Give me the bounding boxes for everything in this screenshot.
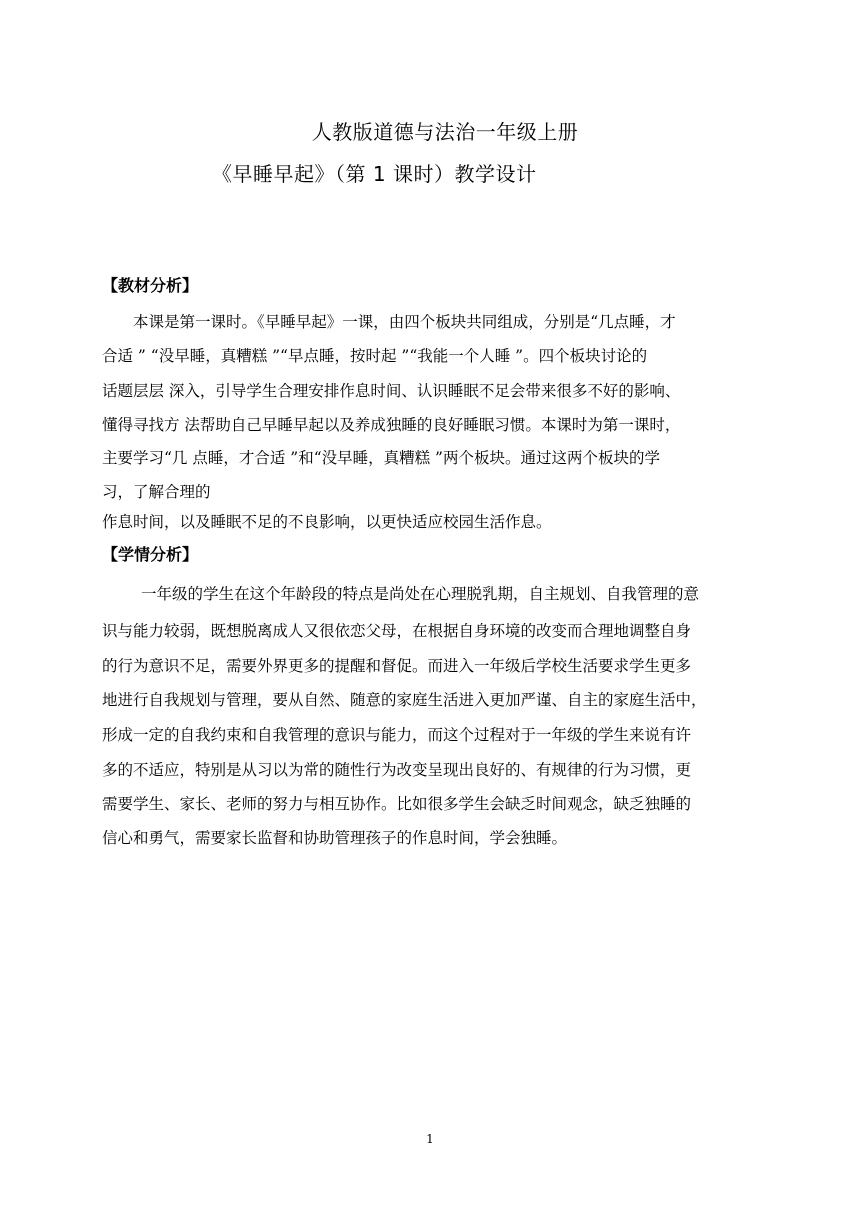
document-subtitle: 《早睡早起》（第 1 课时）教学设计 (212, 162, 537, 186)
paragraph-line: 信心和勇气，需要家长监督和协助管理孩子的作息时间，学会独睡。 (102, 829, 568, 847)
paragraph-line: 本课是第一课时。《早睡早起》一课，由四个板块共同组成，分别是“几点睡，才 (133, 313, 676, 331)
section-heading-student-analysis: 【学情分析】 (102, 545, 199, 564)
paragraph-line: 一年级的学生在这个年龄段的特点是尚处在心理脱乳期，自主规划、自我管理的意 (141, 585, 700, 603)
paragraph-line: 形成一定的自我约束和自我管理的意识与能力，而这个过程对于一年级的学生来说有许 (102, 726, 692, 744)
document-title: 人教版道德与法治一年级上册 (311, 120, 579, 144)
section-heading-textbook-analysis: 【教材分析】 (102, 276, 199, 295)
paragraph-line: 作息时间，以及睡眠不足的不良影响，以更快适应校园生活作息。 (102, 513, 552, 531)
paragraph-line: 多的不适应，特别是从习以为常的随性行为改变呈现出良好的、有规律的行为习惯，更 (102, 761, 692, 779)
paragraph-line: 需要学生、家长、老师的努力与相互协作。比如很多学生会缺乏时间观念，缺乏独睡的 (102, 795, 692, 813)
paragraph-line: 懂得寻找方 法帮助自己早睡早起以及养成独睡的良好睡眠习惯。本课时为第一课时， (102, 416, 681, 434)
paragraph-line: 识与能力较弱，既想脱离成人又很依恋父母，在根据自身环境的改变而合理地调整自身 (102, 622, 692, 640)
paragraph-line: 话题层层 深入，引导学生合理安排作息时间、认识睡眠不足会带来很多不好的影响、 (102, 382, 681, 400)
paragraph-line: 的行为意识不足，需要外界更多的提醒和督促。而进入一年级后学校生活要求学生更多 (102, 657, 692, 675)
page-number: 1 (426, 1132, 434, 1146)
paragraph-line: 地进行自我规划与管理，要从自然、随意的家庭生活进入更加严谨、自主的家庭生活中， (102, 691, 707, 709)
paragraph-line: 习，了解合理的 (102, 483, 211, 501)
paragraph-line: 合适 ” “没早睡，真糟糕 ”“早点睡，按时起 ”“我能一个人睡 ”。四个板块讨论的 (102, 347, 648, 365)
paragraph-line: 主要学习“几 点睡，才合适 ”和“没早睡，真糟糕 ”两个板块。通过这两个板块的学 (102, 449, 660, 467)
